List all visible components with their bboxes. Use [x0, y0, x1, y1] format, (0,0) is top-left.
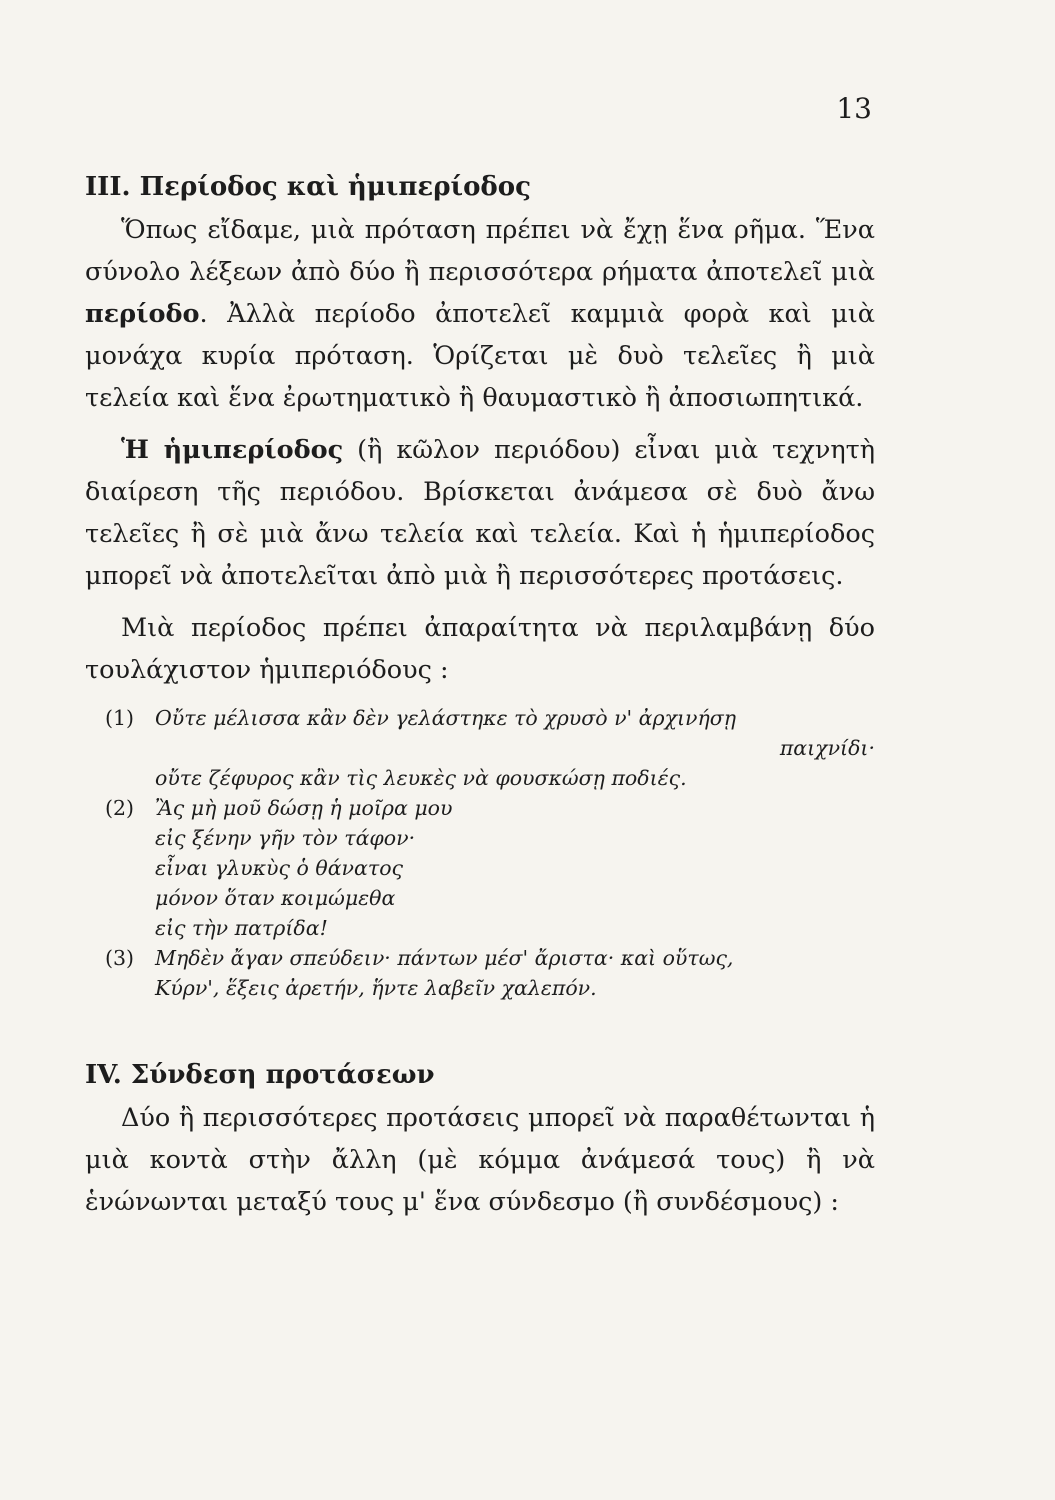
- examples-list: [85, 703, 875, 1003]
- section-3-heading: III. Περίοδος καὶ ἡμιπερίοδος: [85, 172, 531, 202]
- example-number: (2): [105, 796, 135, 820]
- page-content: [85, 165, 875, 1223]
- p1-text-a: Ὅπως εἴδαμε, μιὰ πρόταση πρέπει νὰ ἔχῃ ἕνα ρῆμα. Ἕνα σύνολο λέξεων ἀπὸ δύο ἢ περισσότερα ρήματα ἀποτελεῖ μιὰ: [85, 215, 875, 287]
- section-3-paragraph-3: Μιὰ περίοδος πρέπει ἀπαραίτητα νὰ περιλαμβάνῃ δύο τουλάχιστον ἡμιπεριόδους :: [85, 613, 875, 685]
- section-3-paragraph-2: [85, 429, 875, 597]
- section-4-paragraph-1: Δύο ἢ περισσότερες προτάσεις μπορεῖ νὰ παραθέτωνται ἡ μιὰ κοντὰ στὴν ἄλλη (μὲ κόμμα ἀνάμεσά τους) ἢ νὰ ἑνώνωνται μεταξύ τους μ' ἕνα σύνδεσμο (ἢ συνδέσμους) :: [85, 1103, 875, 1217]
- example-2-line-5: εἰς τὴν πατρίδα!: [155, 916, 328, 940]
- example-1-line-3: οὔτε ζέφυρος κἂν τὶς λευκὲς νὰ φουσκώσῃ ποδιές.: [155, 766, 687, 790]
- term-half-period: Ἡ ἡμιπερίοδος: [121, 435, 344, 465]
- example-1-line-1: (1) Οὔτε μέλισσα κἂν δὲν γελάστηκε τὸ χρυσὸ ν' ἀρχινήσῃ: [85, 703, 875, 733]
- page-number: 13: [836, 92, 872, 125]
- p2-text: (ἢ κῶλον περιόδου) εἶναι μιὰ τεχνητὴ διαίρεση τῆς περιόδου. Βρίσκεται ἀνάμεσα σὲ δυὸ ἄνω τελεῖες ἢ σὲ μιὰ ἄνω τελεία καὶ τελεία. Καὶ ἡ ἡμιπερίοδος μπορεῖ νὰ ἀποτελεῖται ἀπὸ μιὰ ἢ περισσότερες προτάσεις.: [85, 435, 875, 591]
- example-3-line-2: Κύρν', ἕξεις ἀρετήν, ἥντε λαβεῖν χαλεπόν.: [155, 976, 597, 1000]
- example-number: (3): [105, 946, 135, 970]
- term-period: περίοδο: [85, 299, 200, 329]
- example-2-line-4: μόνον ὅταν κοιμώμεθα: [155, 886, 396, 910]
- section-4-heading: IV. Σύνδεση προτάσεων: [85, 1060, 435, 1090]
- p1-text-b: . Ἀλλὰ περίοδο ἀποτελεῖ καμμιὰ φορὰ καὶ μιὰ μονάχα κυρία πρόταση. Ὁρίζεται μὲ δυὸ τελεῖες ἢ μιὰ τελεία καὶ ἕνα ἐρωτηματικὸ ἢ θαυμαστικὸ ἢ ἀποσιωπητικά.: [85, 299, 875, 413]
- section-3-paragraph-1: [85, 209, 875, 419]
- example-2-line-2: εἰς ξένην γῆν τὸν τάφον·: [155, 826, 416, 850]
- example-2-line-3: εἶναι γλυκὺς ὁ θάνατος: [155, 856, 404, 880]
- example-2-line-1: (2) Ἂς μὴ μοῦ δώσῃ ἡ μοῖρα μου: [85, 793, 875, 823]
- example-3-line-1: (3) Μηδὲν ἄγαν σπεύδειν· πάντων μέσ' ἄριστα· καὶ οὕτως,: [85, 943, 875, 973]
- example-1-line-2: παιχνίδι·: [779, 736, 875, 760]
- example-number: (1): [105, 706, 135, 730]
